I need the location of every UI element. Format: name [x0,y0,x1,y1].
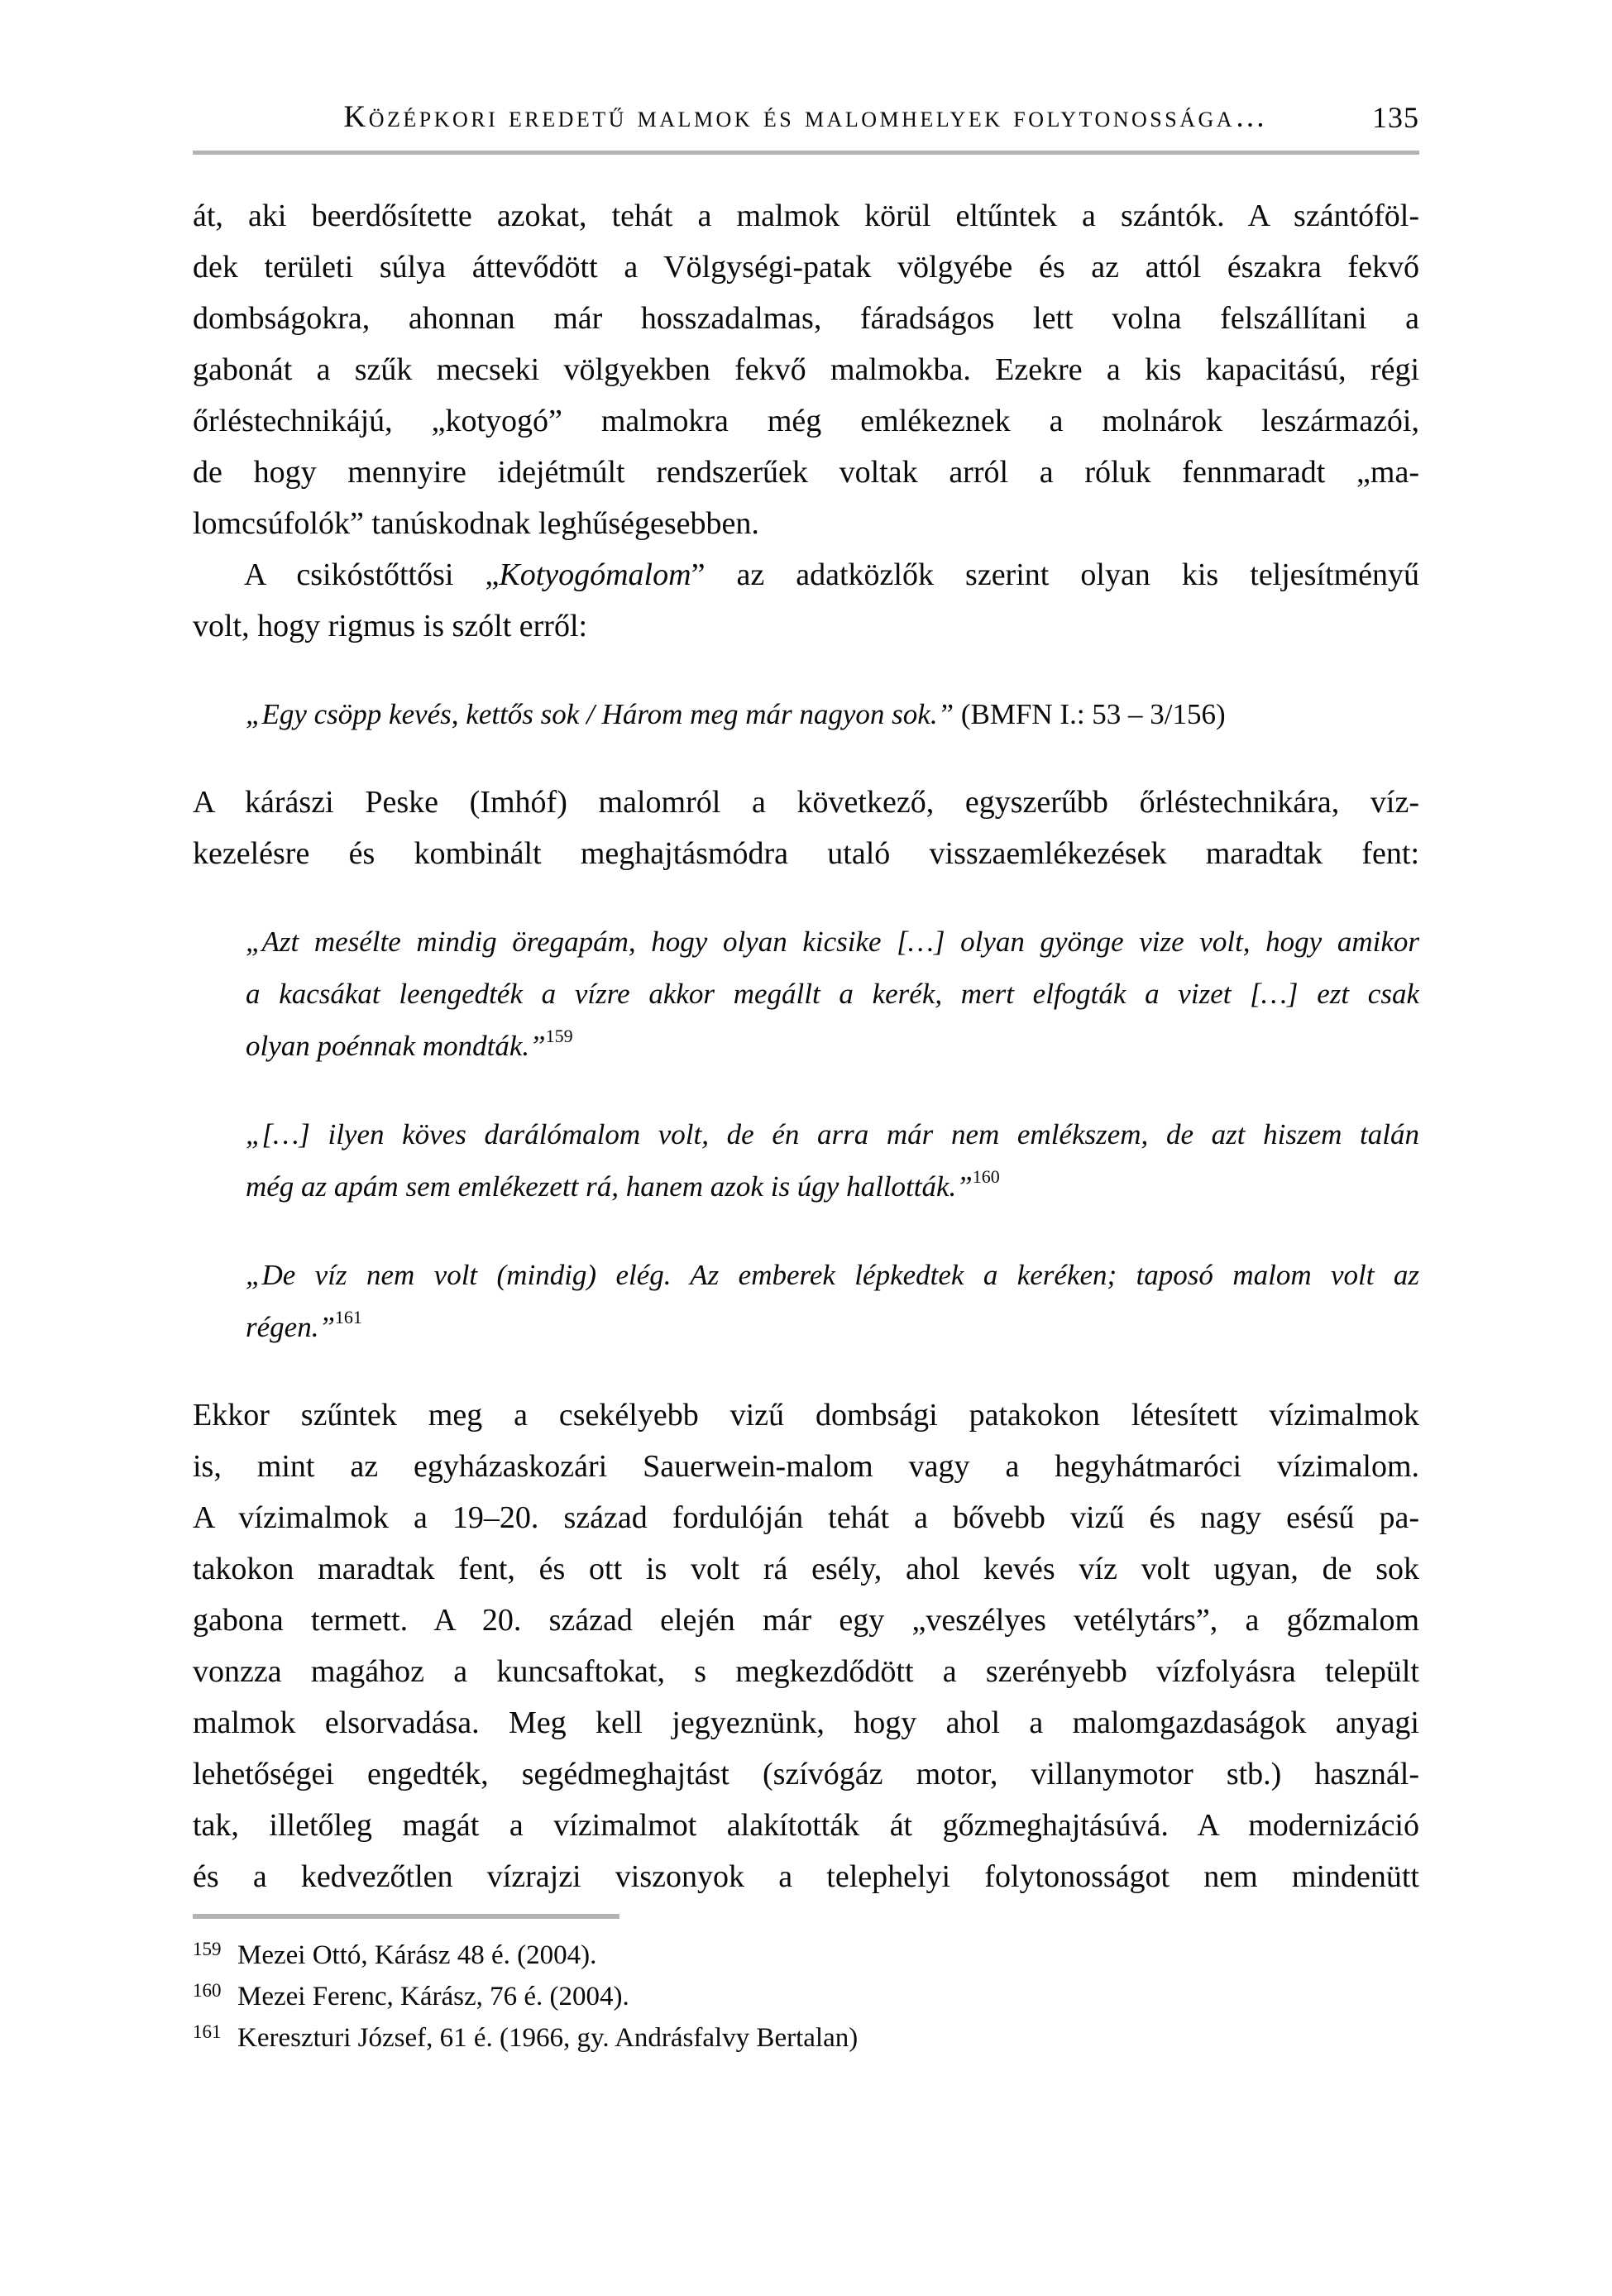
footnote-text: Mezei Ferenc, Kárász, 76 é. (2004). [237,1982,629,2011]
paragraph [193,1390,1419,1902]
text-line [193,293,1419,344]
text-run: A csikóstőttősi „ [244,557,500,592]
italic-text: olyan poénnak mondták.” [246,1030,546,1062]
text-line [193,1441,1419,1492]
footnote-ref: 159 [545,1026,573,1046]
footnote-text: Kereszturi József, 61 é. (1966, gy. Andrásfalvy Bertalan) [237,2023,859,2053]
italic-text: Kotyogómalom [499,557,691,592]
running-head [193,98,1419,137]
text-line [193,1800,1419,1851]
text-run: takokon maradtak fent, és ott is volt rá esély, ahol kevés víz volt ugyan, de sok [193,1552,1419,1586]
text-line [193,447,1419,498]
footnotes [193,1929,1419,2053]
footnote-ref: 161 [334,1307,362,1327]
footnote [193,1970,1419,2011]
text-run: és a kedvezőtlen vízrajzi viszonyok a telephelyi folytonosságot nem mindenütt [193,1859,1419,1894]
text-run: Ekkor szűntek meg a csekélyebb vizű dombsági patakokon létesített vízimalmok [193,1398,1419,1433]
text-run: A vízimalmok a 19–20. század fordulóján tehát a bővebb vizű és nagy esésű pa- [193,1500,1419,1535]
text-line [193,828,1419,879]
text-line [193,600,1419,652]
text-line [246,1020,1419,1072]
text-line [193,1646,1419,1697]
footnote-number: 160 [193,1980,222,2001]
text-run: őrléstechnikájú, „kotyogó” malmokra még emlékeznek a molnárok leszármazói, [193,404,1419,438]
footnote-number: 159 [193,1939,222,1959]
text-line [193,1697,1419,1748]
text-column [193,190,1419,1902]
text-line [193,395,1419,447]
text-line [246,688,1419,740]
block-quote [193,1108,1419,1213]
text-run: vonzza magához a kuncsaftokat, s megkezdődött a szerényebb vízfolyásra települt [193,1654,1419,1689]
text-line [246,968,1419,1020]
text-block [193,98,1419,2053]
text-run: dek területi súlya áttevődött a Völgységi-patak völgyébe és az attól északra fekvő [193,250,1419,285]
italic-text: „De víz nem volt (mindig) elég. Az emberek lépkedtek a keréken; taposó malom volt az [246,1259,1419,1291]
text-run: tak, illetőleg magát a vízimalmot alakították át gőzmeghajtásúvá. A modernizáció [193,1808,1419,1843]
italic-text: még az apám sem emlékezett rá, hanem azok is úgy hallották.” [246,1170,973,1203]
footnote [193,1929,1419,1970]
italic-text: „Egy csöpp kevés, kettős sok / Három meg már nagyon sok.” [246,698,954,730]
block-quote [193,688,1419,740]
text-run: gabonát a szűk mecseki völgyekben fekvő malmokba. Ezekre a kis kapacitású, régi [193,352,1419,387]
text-line [193,1543,1419,1595]
text-run: is, mint az egyházaskozári Sauerwein-malom vagy a hegyhátmaróci vízimalom. [193,1449,1419,1484]
text-line [246,1249,1419,1301]
italic-text: „Azt mesélte mindig öregapám, hogy olyan kicsike […] olyan gyönge vize volt, hogy amikor [246,926,1419,958]
footnote-text: Mezei Ottó, Kárász 48 é. (2004). [237,1940,597,1970]
text-run: lomcsúfolók” tanúskodnak leghűségesebben. [193,506,759,541]
italic-text: régen.” [246,1311,335,1343]
text-line [193,190,1419,242]
text-run: lehetőségei engedték, segédmeghajtást (szívógáz motor, villanymotor stb.) használ- [193,1757,1419,1791]
text-line [246,1160,1419,1213]
text-run: gabona termett. A 20. század elején már egy „veszélyes vetélytárs”, a gőzmalom [193,1603,1419,1638]
page-number: 135 [1372,101,1419,134]
text-line [193,242,1419,293]
footnote-rule [193,1914,619,1919]
text-line [193,344,1419,395]
text-line [193,1390,1419,1441]
header-rule [193,151,1419,155]
text-run: de hogy mennyire idejétmúlt rendszerűek voltak arról a róluk fennmaradt „ma- [193,455,1419,490]
text-run: át, aki beerdősítette azokat, tehát a malmok körül eltűntek a szántók. A szántóföl- [193,199,1419,233]
text-run: malmok elsorvadása. Meg kell jegyeznünk, hogy ahol a malomgazdaságok anyagi [193,1705,1419,1740]
text-line [193,549,1419,600]
text-run: (BMFN I.: 53 – 3/156) [954,698,1226,730]
text-line [246,1108,1419,1160]
text-line [193,1492,1419,1543]
text-line [246,916,1419,968]
footnote-ref: 160 [972,1166,1000,1187]
text-run: ” az adatközlők szerint olyan kis teljesítményű [691,557,1419,592]
block-quote [193,916,1419,1072]
text-line [193,1851,1419,1902]
text-line [193,1748,1419,1800]
running-head-title: Középkori eredetű malmok és malomhelyek folytonossága… [343,100,1269,134]
text-run: kezelésre és kombinált meghajtásmódra utaló visszaemlékezések maradtak fent: [193,836,1419,871]
text-run: volt, hogy rigmus is szólt erről: [193,609,588,643]
italic-text: „[…] ilyen köves darálómalom volt, de én arra már nem emlékszem, de azt hiszem talán [246,1118,1419,1150]
italic-text: a kacsákat leengedték a vízre akkor megállt a kerék, mert elfogták a vizet […] ezt csak [246,978,1419,1010]
text-line [193,498,1419,549]
block-quote [193,1249,1419,1353]
paragraph [193,549,1419,652]
footnote [193,2011,1419,2053]
text-line [246,1301,1419,1353]
text-line [193,1595,1419,1646]
footnote-number: 161 [193,2021,222,2042]
text-run: A kárászi Peske (Imhóf) malomról a következő, egyszerűbb őrléstechnikára, víz- [193,785,1419,820]
paragraph [193,190,1419,549]
text-run: dombságokra, ahonnan már hosszadalmas, fáradságos lett volna felszállítani a [193,301,1419,336]
paragraph [193,777,1419,879]
text-line [193,777,1419,828]
